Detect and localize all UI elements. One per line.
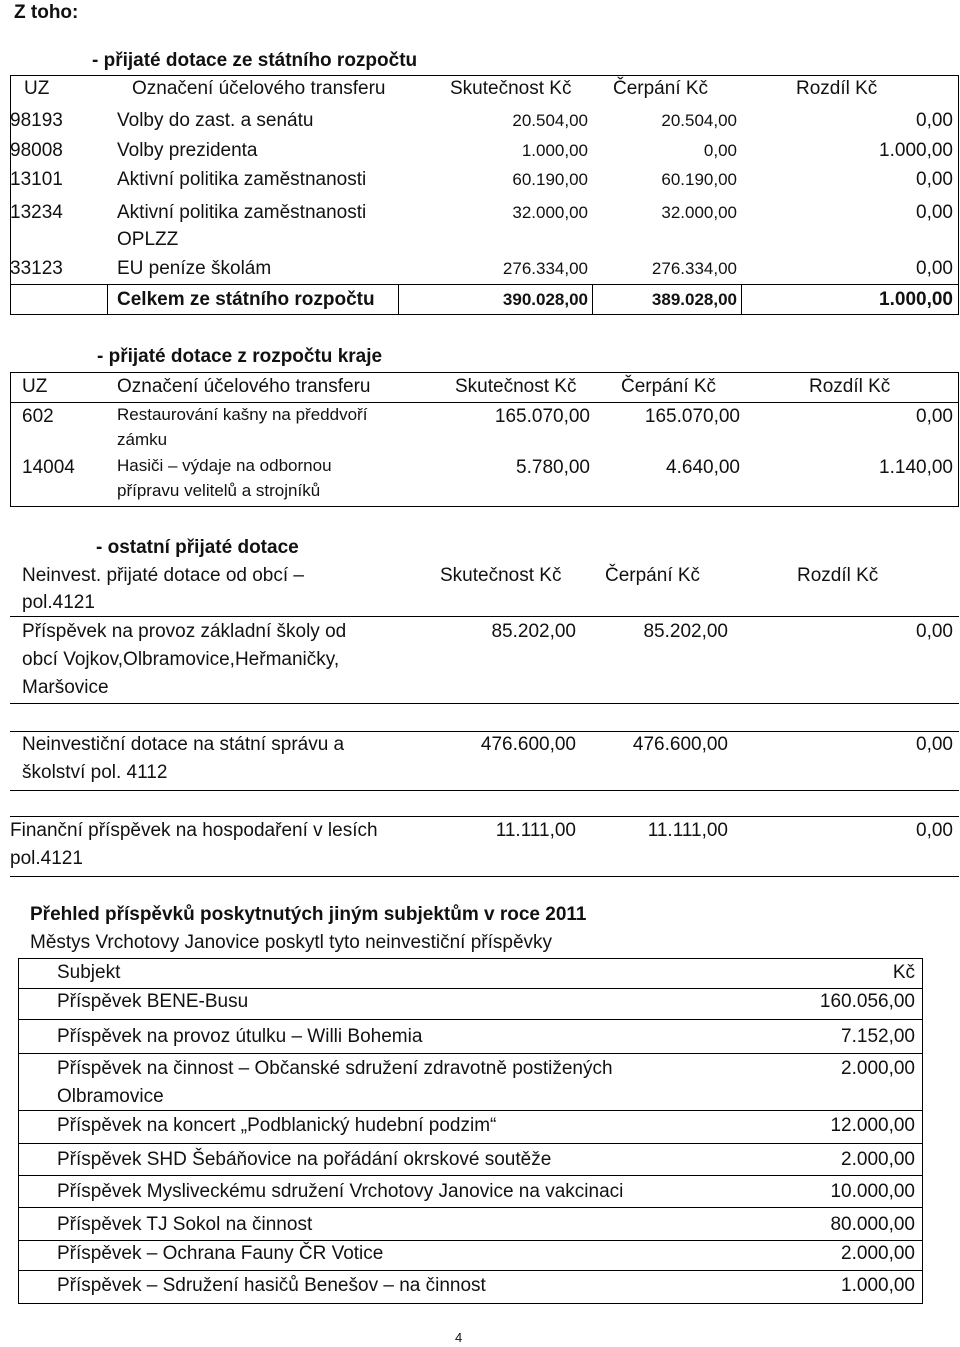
other-row-label: Neinvestiční dotace na státní správu a — [22, 734, 345, 755]
contrib-row-amount: 2.000,00 — [841, 1058, 915, 1079]
state-row-spent: 20.504,00 — [661, 111, 737, 130]
region-header-diff: Rozdíl Kč — [809, 376, 891, 397]
state-row-actual: 20.504,00 — [512, 111, 588, 130]
other-header-actual: Skutečnost Kč — [440, 565, 562, 586]
other-row-spent: 85.202,00 — [643, 621, 728, 642]
state-row-name: Volby do zast. a senátu — [117, 110, 314, 131]
other-row-label-cont: obcí Vojkov,Olbramovice,Heřmaničky, — [22, 649, 340, 670]
region-row-name-cont: zámku — [117, 430, 168, 449]
contrib-row-name: Příspěvek – Sdružení hasičů Benešov – na činnost — [57, 1275, 486, 1296]
region-row-diff: 0,00 — [916, 406, 953, 427]
state-header-name: Označení účelového transferu — [132, 78, 386, 99]
region-row-name-cont: přípravu velitelů a strojníků — [117, 481, 321, 500]
state-row-spent: 0,00 — [703, 141, 737, 160]
state-row-actual: 1.000,00 — [521, 141, 588, 160]
state-header-diff: Rozdíl Kč — [796, 78, 878, 99]
page-number: 4 — [455, 1330, 463, 1345]
state-header-uz: UZ — [24, 78, 50, 99]
other-header-label: Neinvest. přijaté dotace od obcí – — [22, 565, 305, 586]
contrib-row-amount: 7.152,00 — [841, 1026, 915, 1047]
contrib-row-amount: 2.000,00 — [841, 1149, 915, 1170]
state-total-diff: 1.000,00 — [879, 289, 953, 310]
other-row-spent: 476.600,00 — [632, 734, 728, 755]
state-row-diff: 0,00 — [916, 110, 953, 131]
state-row-uz: 98008 — [10, 140, 63, 161]
region-row-name: Restaurování kašny na předdvoří — [117, 405, 368, 424]
other-row-diff: 0,00 — [916, 734, 953, 755]
contrib-row-amount: 80.000,00 — [830, 1214, 915, 1235]
other-header-diff: Rozdíl Kč — [797, 565, 879, 586]
other-row-spent: 11.111,00 — [647, 820, 728, 841]
region-row-diff: 1.140,00 — [879, 457, 953, 478]
state-row-name: Aktivní politika zaměstnanosti — [117, 202, 367, 223]
other-row-diff: 0,00 — [916, 621, 953, 642]
region-header-actual: Skutečnost Kč — [455, 376, 577, 397]
contrib-row-name: Příspěvek TJ Sokol na činnost — [57, 1214, 313, 1235]
other-subtitle: - ostatní přijaté dotace — [96, 537, 299, 558]
region-subtitle: - přijaté dotace z rozpočtu kraje — [97, 346, 383, 367]
state-header-spent: Čerpání Kč — [613, 78, 709, 99]
other-row-label: Příspěvek na provoz základní školy od — [22, 621, 347, 642]
contrib-header-subject: Subjekt — [57, 962, 121, 983]
state-row-diff: 1.000,00 — [879, 140, 953, 161]
other-row-actual: 476.600,00 — [480, 734, 576, 755]
page-heading: Z toho: — [14, 2, 79, 23]
other-row-label-cont: školství pol. 4112 — [22, 762, 168, 783]
state-row-spent: 60.190,00 — [661, 170, 737, 189]
other-row-actual: 85.202,00 — [491, 621, 576, 642]
contrib-row-amount: 12.000,00 — [830, 1115, 915, 1136]
region-row-actual: 165.070,00 — [494, 406, 590, 427]
contrib-header-amount: Kč — [892, 962, 915, 983]
other-row-diff: 0,00 — [916, 820, 953, 841]
contrib-row-name-cont: Olbramovice — [57, 1086, 164, 1107]
other-row-label-cont: Maršovice — [22, 677, 109, 698]
contrib-row-name: Příspěvek na koncert „Podblanický hudební podzim“ — [57, 1115, 497, 1136]
state-row-actual: 60.190,00 — [512, 170, 588, 189]
state-row-actual: 32.000,00 — [512, 203, 588, 222]
state-subtitle: - přijaté dotace ze státního rozpočtu — [92, 50, 418, 71]
region-header-uz: UZ — [22, 376, 48, 397]
state-row-name: EU peníze školám — [117, 258, 272, 279]
region-row-uz: 14004 — [22, 457, 75, 478]
contrib-row-name: Příspěvek – Ochrana Fauny ČR Votice — [57, 1243, 384, 1264]
state-row-uz: 13234 — [10, 202, 63, 223]
contrib-row-amount: 10.000,00 — [830, 1181, 915, 1202]
contrib-row-name: Příspěvek SHD Šebáňovice na pořádání okrskové soutěže — [57, 1149, 552, 1170]
contrib-row-name: Příspěvek na provoz útulku – Willi Bohemia — [57, 1026, 423, 1047]
other-row-label-cont: pol.4121 — [10, 848, 83, 869]
state-total-actual: 390.028,00 — [502, 290, 588, 309]
contrib-row-name: Příspěvek Mysliveckému sdružení Vrchotovy Janovice na vakcinaci — [57, 1181, 624, 1202]
state-row-diff: 0,00 — [916, 169, 953, 190]
region-row-spent: 165.070,00 — [644, 406, 740, 427]
state-row-spent: 32.000,00 — [661, 203, 737, 222]
region-row-actual: 5.780,00 — [516, 457, 590, 478]
contrib-title: Přehled příspěvků poskytnutých jiným subjektům v roce 2011 — [30, 904, 587, 925]
contrib-row-name: Příspěvek na činnost – Občanské sdružení zdravotně postižených — [57, 1058, 613, 1079]
region-row-spent: 4.640,00 — [666, 457, 740, 478]
state-row-diff: 0,00 — [916, 202, 953, 223]
state-row-actual: 276.334,00 — [502, 259, 588, 278]
region-row-uz: 602 — [22, 406, 54, 427]
state-row-name: Aktivní politika zaměstnanosti — [117, 169, 367, 190]
other-row-actual: 11.111,00 — [495, 820, 576, 841]
region-header-spent: Čerpání Kč — [621, 376, 717, 397]
contrib-row-amount: 1.000,00 — [841, 1275, 915, 1296]
state-header-actual: Skutečnost Kč — [450, 78, 572, 99]
state-total-label: Celkem ze státního rozpočtu — [117, 289, 375, 310]
other-header-spent: Čerpání Kč — [605, 565, 701, 586]
state-total-spent: 389.028,00 — [651, 290, 737, 309]
other-row-label: Finanční příspěvek na hospodaření v lesích — [10, 820, 378, 841]
contrib-row-amount: 160.056,00 — [819, 991, 915, 1012]
state-row-name: Volby prezidenta — [117, 140, 258, 161]
state-row-uz: 13101 — [10, 169, 63, 190]
contrib-row-amount: 2.000,00 — [841, 1243, 915, 1264]
region-row-name: Hasiči – výdaje na odbornou — [117, 456, 332, 475]
region-header-name: Označení účelového transferu — [117, 376, 371, 397]
state-row-name-cont: OPLZZ — [117, 229, 179, 250]
state-row-spent: 276.334,00 — [651, 259, 737, 278]
other-header-label-cont: pol.4121 — [22, 592, 95, 613]
state-row-diff: 0,00 — [916, 258, 953, 279]
state-row-uz: 33123 — [10, 258, 63, 279]
contrib-row-name: Příspěvek BENE-Busu — [57, 991, 249, 1012]
state-row-uz: 98193 — [10, 110, 63, 131]
contrib-intro: Městys Vrchotovy Janovice poskytl tyto neinvestiční příspěvky — [30, 932, 553, 953]
